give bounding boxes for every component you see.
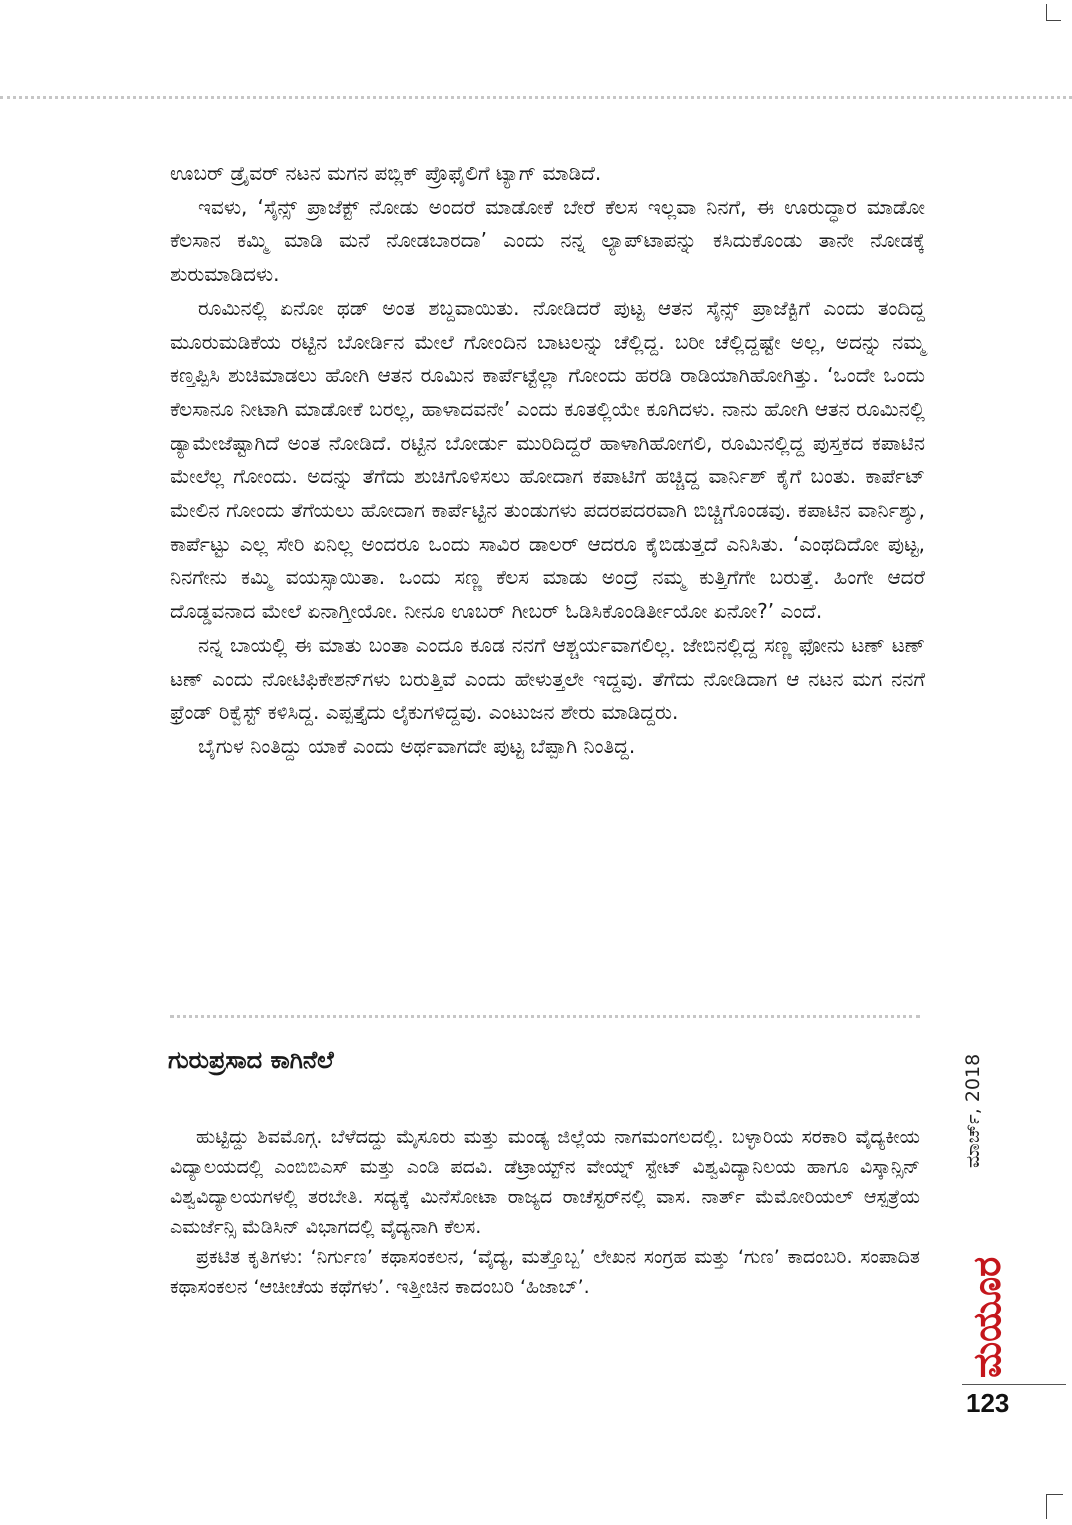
story-paragraph: ನನ್ನ ಬಾಯಲ್ಲಿ ಈ ಮಾತು ಬಂತಾ ಎಂದೂ ಕೂಡ ನನಗೆ ಆಶ್ಚರ್ಯವಾಗಲಿಲ್ಲ. ಜೇಬಿನಲ್ಲಿದ್ದ ಸಣ್ಣ ಫೋನು ಟಣ್ ಟಣ್ ಟಣ್ ಎಂದು ನೋಟಿಫಿಕೇಶನ್‌ಗಳು ಬರುತ್ತಿವೆ ಎಂದು ಹೇಳುತ್ತಲೇ ಇದ್ದವು. ತೆಗೆದು ನೋಡಿದಾಗ ಆ ನಟನ ಮಗ ನನಗೆ ಫ್ರೆಂಡ್ ರಿಕ್ವೆಸ್ಟ್ ಕಳಿಸಿದ್ದ. ಎಪ್ಪತ್ತೈದು ಲೈಕುಗಳಿದ್ದವು. ಎಂಟುಜನ ಶೇರು ಮಾಡಿದ್ದರು. bbox=[170, 632, 925, 725]
author-name: ಗುರುಪ್ರಸಾದ ಕಾಗಿನೆಲೆ bbox=[168, 1046, 334, 1074]
story-paragraph: ರೂಮಿನಲ್ಲಿ ಏನೋ ಥಡ್ ಅಂತ ಶಬ್ದವಾಯಿತು. ನೋಡಿದರೆ ಪುಟ್ಟ ಆತನ ಸೈನ್ಸ್ ಪ್ರಾಜೆಕ್ಟಿಗೆ ಎಂದು ತಂದಿದ್ದ ಮೂರುಮಡಿಕೆಯ ರಟ್ಟಿನ ಬೋರ್ಡಿನ ಮೇಲೆ ಗೋಂದಿನ ಬಾಟಲನ್ನು ಚೆಲ್ಲಿದ್ದ. ಬರೀ ಚೆಲ್ಲಿದ್ದಷ್ಟೇ ಅಲ್ಲ, ಅದನ್ನು ನಮ್ಮ ಕಣ್ತಪ್ಪಿಸಿ ಶುಚಿಮಾಡಲು ಹೋಗಿ ಆತನ ರೂಮಿನ ಕಾರ್ಪೆಟ್ಟೆಲ್ಲಾ ಗೋಂದು ಹರಡಿ ರಾಡಿಯಾಗಿಹೋಗಿತ್ತು. ‘ಒಂದೇ ಒಂದು ಕೆಲಸಾನೂ ನೀಟಾಗಿ ಮಾಡೋಕೆ ಬರಲ್ಲ, ಹಾಳಾದವನೇ’ ಎಂದು ಕೂತಲ್ಲಿಯೇ ಕೂಗಿದಳು. ನಾನು ಹೋಗಿ ಆತನ ರೂಮಿನಲ್ಲಿ ಡ್ಯಾಮೇಜೆಷ್ಟಾಗಿದೆ ಅಂತ ನೋಡಿದೆ. ರಟ್ಟಿನ ಬೋರ್ಡು ಮುರಿದಿದ್ದರೆ ಹಾಳಾಗಿಹೋಗಲಿ, ರೂಮಿನಲ್ಲಿದ್ದ ಪುಸ್ತಕದ ಕಪಾಟಿನ ಮೇಲೆಲ್ಲ ಗೋಂದು. ಅದನ್ನು ತೆಗೆದು ಶುಚಿಗೊಳಿಸಲು ಹೋದಾಗ ಕಪಾಟಿಗೆ ಹಚ್ಚಿದ್ದ ವಾರ್ನಿಶ್ ಕೈಗೆ ಬಂತು. ಕಾರ್ಪೆಟ್ ಮೇಲಿನ ಗೋಂದು ತೆಗೆಯಲು ಹೋದಾಗ ಕಾರ್ಪೆಟ್ಟಿನ ತುಂಡುಗಳು ಪದರಪದರವಾಗಿ ಬಿಚ್ಚಿಗೊಂಡವು. ಕಪಾಟಿನ ವಾರ್ನಿಶ್ಶು, ಕಾರ್ಪೆಟ್ಟು ಎಲ್ಲ ಸೇರಿ ಏನಿಲ್ಲ ಅಂದರೂ ಒಂದು ಸಾವಿರ ಡಾಲರ್ ಆದರೂ ಕೈಬಿಡುತ್ತದೆ ಎನಿಸಿತು. ‘ಎಂಥದಿದೋ ಪುಟ್ಟ, ನಿನಗೇನು ಕಮ್ಮಿ ವಯಸ್ಸಾಯಿತಾ. ಒಂದು ಸಣ್ಣ ಕೆಲಸ ಮಾಡು ಅಂದ್ರೆ ನಮ್ಮ ಕುತ್ತಿಗೆಗೇ ಬರುತ್ತೆ. ಹಿಂಗೇ ಆದರೆ ದೊಡ್ಡವನಾದ ಮೇಲೆ ಏನಾಗ್ತೀಯೋ. ನೀನೂ ಊಬರ್ ಗೀಬರ್ ಓಡಿಸಿಕೊಂಡಿರ್ತೀಯೋ ಏನೋ?’ ಎಂದೆ. bbox=[170, 295, 925, 624]
author-bio bbox=[170, 1122, 920, 1302]
magazine-logo: ಮಯೂರ bbox=[965, 1256, 1009, 1378]
issue-date: ಮಾರ್ಚ್, 2018 bbox=[962, 1053, 984, 1168]
page-number: 123 bbox=[966, 1388, 1010, 1418]
bio-paragraph: ಪ್ರಕಟಿತ ಕೃತಿಗಳು: ‘ನಿರ್ಗುಣ’ ಕಥಾಸಂಕಲನ, ‘ವೈದ್ಯ, ಮತ್ತೊಬ್ಬ’ ಲೇಖನ ಸಂಗ್ರಹ ಮತ್ತು ‘ಗುಣ’ ಕಾದಂಬರಿ. ಸಂಪಾದಿತ ಕಥಾಸಂಕಲನ ‘ಆಚೀಚೆಯ ಕಥೆಗಳು’. ಇತ್ತೀಚಿನ ಕಾದಂಬರಿ ‘ಹಿಜಾಬ್’. bbox=[170, 1246, 920, 1298]
section-dotted-rule bbox=[170, 1015, 920, 1018]
top-dotted-rule bbox=[0, 96, 1072, 99]
crop-mark-bottom-right bbox=[1046, 1494, 1063, 1519]
story-paragraph: ಇವಳು, ‘ಸೈನ್ಸ್ ಪ್ರಾಜೆಕ್ಟ್ ನೋಡು ಅಂದರೆ ಮಾಡೋಕೆ ಬೇರೆ ಕೆಲಸ ಇಲ್ಲವಾ ನಿನಗೆ, ಈ ಊರುದ್ಧಾರ ಮಾಡೋ ಕೆಲಸಾನ ಕಮ್ಮಿ ಮಾಡಿ ಮನೆ ನೋಡಬಾರದಾ’ ಎಂದು ನನ್ನ ಲ್ಯಾಪ್‌ಟಾಪನ್ನು ಕಸಿದುಕೊಂಡು ತಾನೇ ನೋಡಕ್ಕೆ ಶುರುಮಾಡಿದಳು. bbox=[170, 194, 925, 287]
crop-mark-top-right bbox=[1046, 4, 1061, 21]
bio-paragraph: ಹುಟ್ಟಿದ್ದು ಶಿವಮೊಗ್ಗ. ಬೆಳೆದದ್ದು ಮೈಸೂರು ಮತ್ತು ಮಂಡ್ಯ ಜಿಲ್ಲೆಯ ನಾಗಮಂಗಲದಲ್ಲಿ. ಬಳ್ಳಾರಿಯ ಸರಕಾರಿ ವೈದ್ಯಕೀಯ ವಿದ್ಯಾಲಯದಲ್ಲಿ ಎಂಬಿಬಿಎಸ್ ಮತ್ತು ಎಂಡಿ ಪದವಿ. ಡೆಟ್ರಾಯ್ಟ್‌ನ ವೇಯ್ನ್ ಸ್ಟೇಟ್ ವಿಶ್ವವಿದ್ಯಾನಿಲಯ ಹಾಗೂ ವಿಸ್ಕಾನ್ಸಿನ್ ವಿಶ್ವವಿದ್ಯಾಲಯಗಳಲ್ಲಿ ತರಬೇತಿ. ಸದ್ಯಕ್ಕೆ ಮಿನೆಸೋಟಾ ರಾಜ್ಯದ ರಾಚೆಸ್ಟರ್‌ನಲ್ಲಿ ವಾಸ. ನಾರ್ತ್ ಮೆಮೋರಿಯಲ್ ಆಸ್ಪತ್ರೆಯ ಎಮರ್ಜೆನ್ಸಿ ಮೆಡಿಸಿನ್ ವಿಭಾಗದಲ್ಲಿ ವೈದ್ಯನಾಗಿ ಕೆಲಸ. bbox=[170, 1126, 920, 1238]
story-paragraph: ಬೈಗುಳ ನಿಂತಿದ್ದು ಯಾಕೆ ಎಂದು ಅರ್ಥವಾಗದೇ ಪುಟ್ಟ ಬೆಪ್ಪಾಗಿ ನಿಂತಿದ್ದ. bbox=[198, 733, 636, 758]
page-number-rule bbox=[962, 1384, 1066, 1385]
story-paragraph: ಊಬರ್ ಡ್ರೈವರ್ ನಟನ ಮಗನ ಪಬ್ಲಿಕ್ ಪ್ರೊಫೈಲಿಗೆ ಟ್ಯಾಗ್ ಮಾಡಿದೆ. bbox=[170, 161, 602, 185]
story-text bbox=[170, 157, 925, 764]
